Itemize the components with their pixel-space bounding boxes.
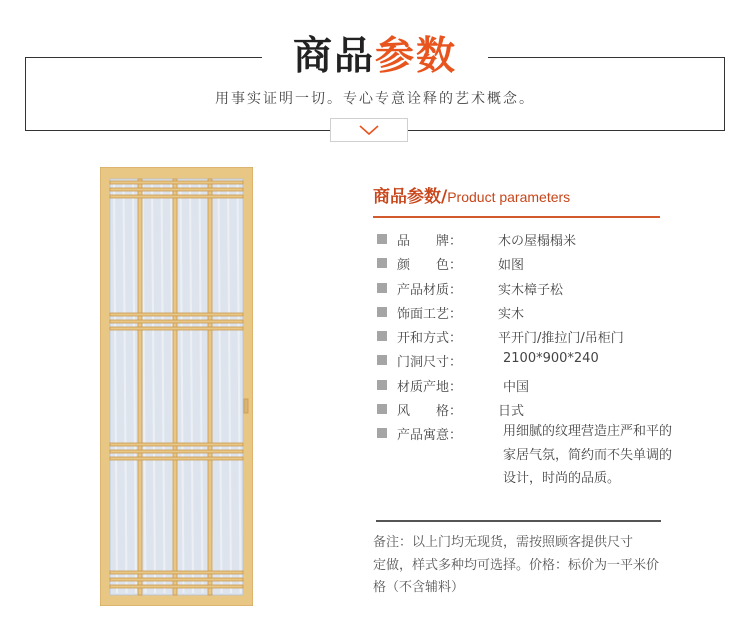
param-row-size bbox=[377, 349, 717, 373]
note-line: 定做，样式多种均可选择。价格：标价为一平米价 bbox=[373, 557, 660, 573]
param-label: 开和方式： bbox=[397, 331, 463, 347]
param-value: 2100*900*240 bbox=[503, 351, 599, 367]
note-text bbox=[373, 532, 718, 600]
param-row-origin bbox=[377, 374, 717, 398]
header-subtitle: 用事实证明一切。专心专意诠释的艺术概念。 bbox=[215, 91, 535, 107]
door-handle bbox=[244, 399, 248, 413]
bullet-square-icon bbox=[377, 428, 387, 438]
bullet-square-icon bbox=[377, 283, 387, 293]
bullet-square-icon bbox=[377, 331, 387, 341]
param-label: 颜 色： bbox=[397, 258, 463, 274]
param-value-line: 用细腻的纹理营造庄严和平的 bbox=[503, 424, 673, 440]
bullet-square-icon bbox=[377, 404, 387, 414]
title-part-black: 商品 bbox=[292, 34, 375, 79]
param-value: 平开门/推拉门/吊柜门 bbox=[498, 331, 624, 347]
door-horizontal-muntin bbox=[110, 188, 243, 191]
param-label: 材质产地： bbox=[397, 379, 463, 395]
bullet-square-icon bbox=[377, 380, 387, 390]
door-horizontal-muntin bbox=[110, 181, 243, 184]
param-row-finish bbox=[377, 301, 717, 325]
param-label: 风 格： bbox=[397, 404, 463, 420]
param-row-style bbox=[377, 398, 717, 422]
param-value-multiline bbox=[503, 420, 672, 491]
door-vertical-muntin bbox=[173, 179, 177, 595]
bullet-square-icon bbox=[377, 307, 387, 317]
params-heading bbox=[373, 182, 570, 207]
param-value: 如图 bbox=[498, 258, 525, 274]
param-value: 实木 bbox=[498, 306, 525, 322]
params-heading-en: Product parameters bbox=[447, 189, 571, 205]
door-horizontal-muntin bbox=[110, 571, 243, 574]
scroll-down-button[interactable] bbox=[330, 118, 408, 142]
door-vertical-muntin bbox=[208, 179, 212, 595]
door-horizontal-muntin bbox=[110, 450, 243, 453]
door-horizontal-muntin bbox=[110, 443, 243, 446]
param-row-brand bbox=[377, 228, 717, 252]
door-horizontal-muntin bbox=[110, 313, 243, 316]
param-row-material bbox=[377, 277, 717, 301]
param-row-opening bbox=[377, 325, 717, 349]
param-value-line: 设计，时尚的品质。 bbox=[503, 471, 621, 487]
door-vertical-muntin bbox=[138, 179, 142, 595]
params-heading-cn: 商品参数/ bbox=[373, 187, 448, 207]
param-list bbox=[377, 228, 717, 487]
param-value: 中国 bbox=[503, 379, 530, 395]
note-line: 格（不含辅料） bbox=[373, 580, 465, 595]
param-value: 日式 bbox=[498, 404, 525, 420]
door-horizontal-muntin bbox=[110, 195, 243, 198]
door-horizontal-muntin bbox=[110, 327, 243, 330]
bullet-square-icon bbox=[377, 234, 387, 244]
param-label: 品 牌： bbox=[397, 234, 463, 249]
note-line: 备注：以上门均无现货，需按照顾客提供尺寸 bbox=[373, 535, 634, 550]
param-label: 饰面工艺： bbox=[397, 306, 463, 322]
params-divider-accent bbox=[373, 216, 660, 218]
product-image-door bbox=[100, 167, 253, 606]
bullet-square-icon bbox=[377, 258, 387, 268]
param-value-line: 家居气氛，简约而不失单调的 bbox=[503, 447, 673, 463]
param-row-color bbox=[377, 252, 717, 276]
chevron-down-icon bbox=[358, 124, 380, 136]
title-part-orange: 参数 bbox=[375, 34, 458, 79]
param-label: 产品寓意： bbox=[397, 428, 463, 444]
param-label: 产品材质： bbox=[397, 282, 463, 298]
door-horizontal-muntin bbox=[110, 585, 243, 588]
param-label: 门洞尺寸： bbox=[397, 355, 463, 371]
door-illustration bbox=[100, 167, 253, 606]
param-row-meaning bbox=[377, 422, 717, 487]
bullet-square-icon bbox=[377, 355, 387, 365]
param-value: 木の屋榻榻米 bbox=[498, 234, 577, 249]
param-value: 实木樟子松 bbox=[498, 282, 564, 298]
door-horizontal-muntin bbox=[110, 578, 243, 581]
door-horizontal-muntin bbox=[110, 457, 243, 460]
page-title bbox=[262, 30, 488, 84]
note-divider bbox=[376, 520, 661, 522]
door-horizontal-muntin bbox=[110, 320, 243, 323]
